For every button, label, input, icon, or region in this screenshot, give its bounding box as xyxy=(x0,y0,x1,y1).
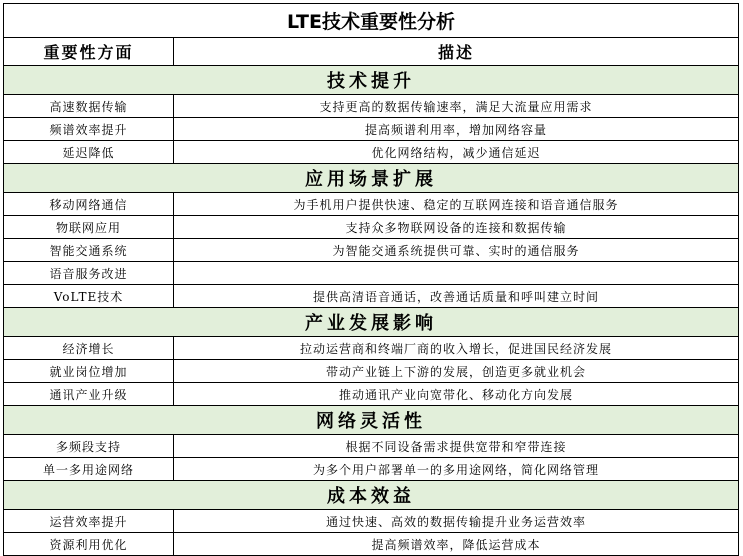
table-row xyxy=(4,141,739,164)
table-row xyxy=(4,435,739,458)
section-heading: 成本效益 xyxy=(4,481,739,510)
aspect-cell: 运营效率提升 xyxy=(4,510,174,533)
section-heading: 应用场景扩展 xyxy=(4,164,739,193)
description-cell: 提高频谱利用率，增加网络容量 xyxy=(174,118,739,141)
table-row xyxy=(4,285,739,308)
section-row xyxy=(4,66,739,95)
description-cell: 推动通讯产业向宽带化、移动化方向发展 xyxy=(174,383,739,406)
section-row xyxy=(4,406,739,435)
header-description: 描述 xyxy=(174,38,739,66)
aspect-cell: 高速数据传输 xyxy=(4,95,174,118)
description-cell xyxy=(174,262,739,285)
description-cell: 为多个用户部署单一的多用途网络，简化网络管理 xyxy=(174,458,739,481)
table-row xyxy=(4,533,739,556)
description-cell: 为手机用户提供快速、稳定的互联网连接和语音通信服务 xyxy=(174,193,739,216)
description-cell: 为智能交通系统提供可靠、实时的通信服务 xyxy=(174,239,739,262)
aspect-cell: 资源利用优化 xyxy=(4,533,174,556)
lte-importance-table xyxy=(3,3,739,556)
section-heading: 网络灵活性 xyxy=(4,406,739,435)
table-row xyxy=(4,216,739,239)
description-cell: 带动产业链上下游的发展，创造更多就业机会 xyxy=(174,360,739,383)
aspect-cell: VoLTE技术 xyxy=(4,285,174,308)
aspect-cell: 就业岗位增加 xyxy=(4,360,174,383)
header-row xyxy=(4,38,739,66)
section-heading: 技术提升 xyxy=(4,66,739,95)
aspect-cell: 语音服务改进 xyxy=(4,262,174,285)
section-heading: 产业发展影响 xyxy=(4,308,739,337)
aspect-cell: 延迟降低 xyxy=(4,141,174,164)
description-cell: 支持更高的数据传输速率，满足大流量应用需求 xyxy=(174,95,739,118)
table-row xyxy=(4,118,739,141)
table-row xyxy=(4,262,739,285)
description-cell: 拉动运营商和终端厂商的收入增长，促进国民经济发展 xyxy=(174,337,739,360)
table-row xyxy=(4,458,739,481)
aspect-cell: 多频段支持 xyxy=(4,435,174,458)
description-cell: 优化网络结构，减少通信延迟 xyxy=(174,141,739,164)
description-cell: 通过快速、高效的数据传输提升业务运营效率 xyxy=(174,510,739,533)
section-row xyxy=(4,308,739,337)
description-cell: 支持众多物联网设备的连接和数据传输 xyxy=(174,216,739,239)
table-row xyxy=(4,239,739,262)
table-body xyxy=(4,4,739,556)
header-aspect: 重要性方面 xyxy=(4,38,174,66)
description-cell: 提供高清语音通话，改善通话质量和呼叫建立时间 xyxy=(174,285,739,308)
table-row xyxy=(4,337,739,360)
section-row xyxy=(4,164,739,193)
table-row xyxy=(4,95,739,118)
table-row xyxy=(4,193,739,216)
aspect-cell: 经济增长 xyxy=(4,337,174,360)
aspect-cell: 单一多用途网络 xyxy=(4,458,174,481)
section-row xyxy=(4,481,739,510)
table-row xyxy=(4,360,739,383)
aspect-cell: 频谱效率提升 xyxy=(4,118,174,141)
aspect-cell: 通讯产业升级 xyxy=(4,383,174,406)
table-row xyxy=(4,383,739,406)
aspect-cell: 智能交通系统 xyxy=(4,239,174,262)
description-cell: 根据不同设备需求提供宽带和窄带连接 xyxy=(174,435,739,458)
table-title: LTE技术重要性分析 xyxy=(4,4,739,38)
aspect-cell: 物联网应用 xyxy=(4,216,174,239)
aspect-cell: 移动网络通信 xyxy=(4,193,174,216)
description-cell: 提高频谱效率，降低运营成本 xyxy=(174,533,739,556)
title-row xyxy=(4,4,739,38)
table-row xyxy=(4,510,739,533)
